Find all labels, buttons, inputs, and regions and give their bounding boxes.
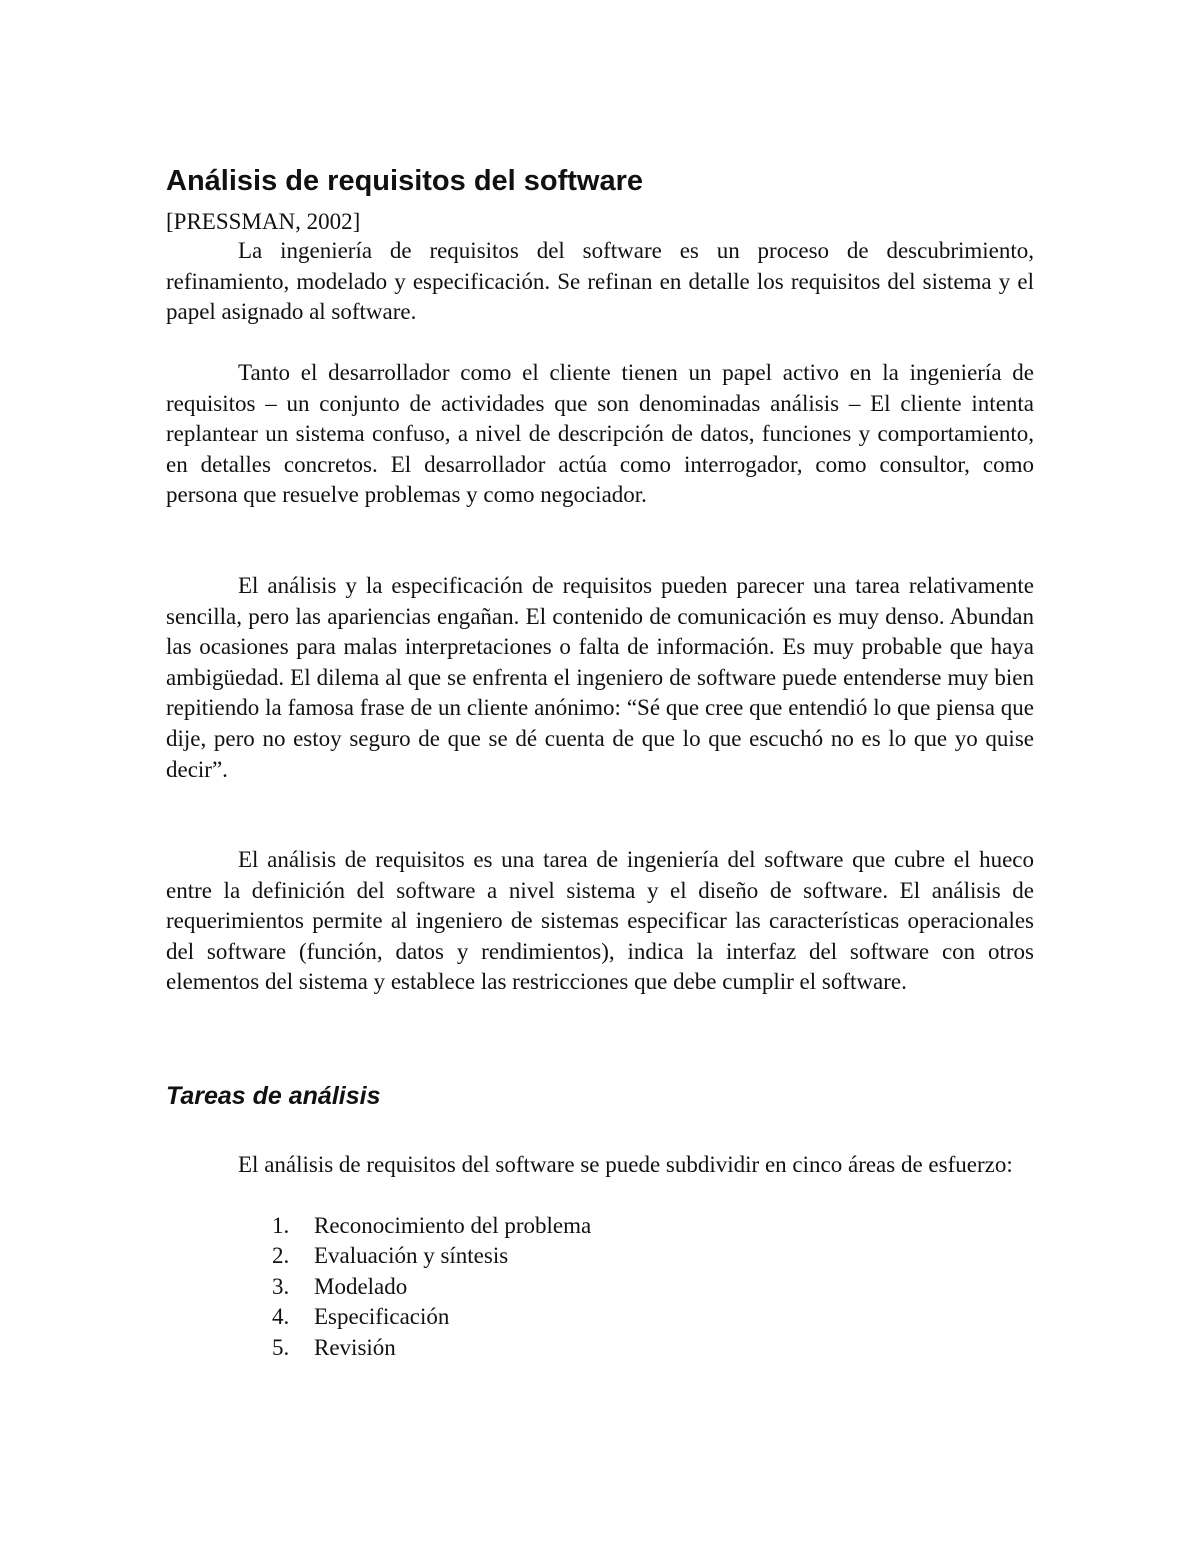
list-item-number: 2. <box>272 1243 290 1269</box>
list-item-number: 3. <box>272 1273 290 1299</box>
paragraph-2: Tanto el desarrollador como el cliente tienen un papel activo en la ingeniería de requisitos – un conjunto de actividades que son denominadas análisis – El cliente intenta replantear un sistema confuso, a nivel de descripción de datos, funciones y comportamiento, en detalles concretos. El desarrollador actúa como interrogador, como consultor, como persona que resuelve problemas y como negociador. <box>166 360 1034 508</box>
list-item-number: 5. <box>272 1334 290 1360</box>
list-item-text: Modelado <box>314 1273 408 1299</box>
document-title: Análisis de requisitos del software <box>166 165 644 197</box>
list-item-text: Revisión <box>314 1334 396 1360</box>
document-page <box>166 0 1034 1553</box>
list-item-text: Especificación <box>314 1304 450 1330</box>
list-item <box>258 1333 591 1363</box>
paragraph-4: El análisis de requisitos es una tarea de ingeniería del software que cubre el hueco entre la definición del software a nivel sistema y el diseño de software. El análisis de requerimientos permite al ingeniero de sistemas especificar las características operacionales del software (función, datos y rendimientos), indica la interfaz del software con otros elementos del sistema y establece las restricciones que debe cumplir el software. <box>166 847 1034 995</box>
citation: [PRESSMAN, 2002] <box>166 209 361 234</box>
list-item <box>258 1272 591 1302</box>
paragraph-1: La ingeniería de requisitos del software es un proceso de descubrimiento, refinamiento, modelado y especificación. Se refinan en detalle los requisitos del sistema y el papel asignado al software. <box>166 238 1034 325</box>
list-item-text: Reconocimiento del problema <box>314 1213 592 1238</box>
section-intro: El análisis de requisitos del software se puede subdividir en cinco áreas de esfuerzo: <box>238 1152 1013 1177</box>
list-item-number: 4. <box>272 1304 290 1330</box>
section-subtitle: Tareas de análisis <box>166 1082 381 1110</box>
list-item <box>258 1211 591 1241</box>
list-item <box>258 1241 591 1271</box>
list-item <box>258 1302 591 1332</box>
list-item-number: 1. <box>272 1213 290 1238</box>
paragraph-3: El análisis y la especificación de requisitos pueden parecer una tarea relativamente sencilla, pero las apariencias engañan. El contenido de comunicación es muy denso. Abundan las ocasiones para malas interpretaciones o falta de información. Es muy probable que haya ambigüedad. El dilema al que se enfrenta el ingeniero de software puede entenderse muy bien repitiendo la famosa frase de un cliente anónimo: “Sé que cree que entendió lo que piensa que dije, pero no estoy seguro de que se dé cuenta de que lo que escuchó no es lo que yo quise decir”. <box>166 573 1034 782</box>
list-item-text: Evaluación y síntesis <box>314 1243 509 1269</box>
task-list <box>258 1211 591 1363</box>
